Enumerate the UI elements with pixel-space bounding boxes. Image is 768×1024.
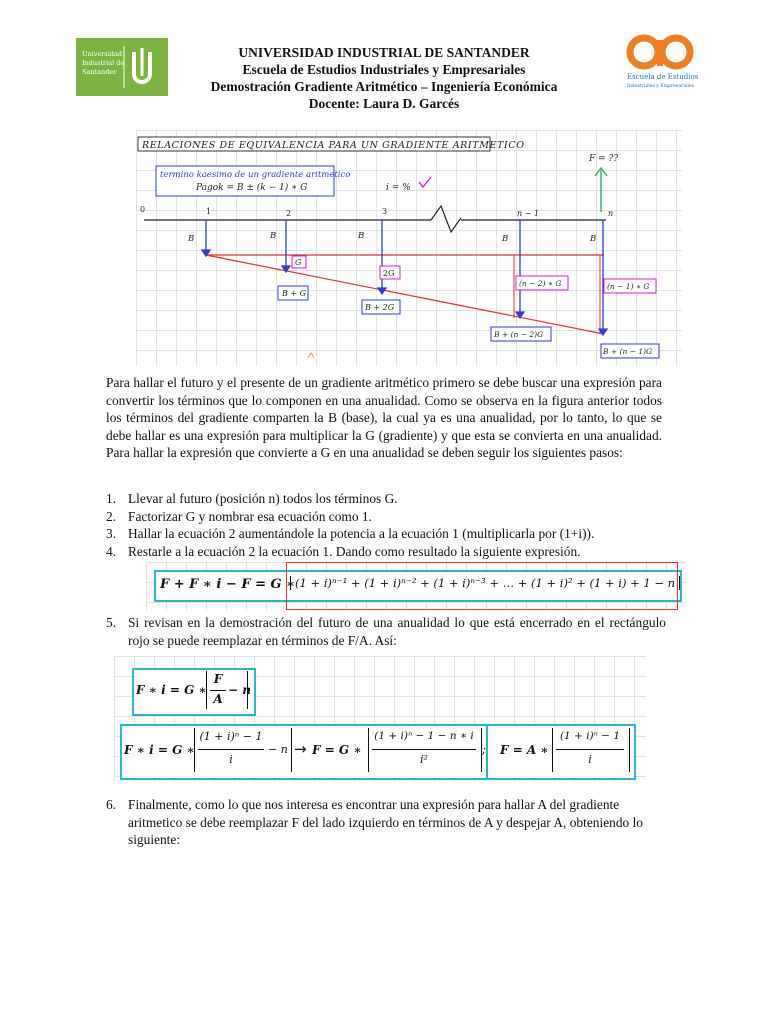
step-text: Hallar la ecuación 2 aumentándole la potencia a la ecuación 1 (multiplicarla por (1+i)). (128, 526, 595, 542)
equation-3-part3-lhs: F = A ∗ (500, 743, 549, 757)
tick-n: n (608, 209, 614, 218)
eie-logo-text: Escuela de Estudios (627, 73, 699, 81)
b-label-2: B (270, 231, 277, 241)
equation-1-lhs: F + F ∗ i − F = G ∗ (160, 577, 296, 592)
label-2g: 2G (383, 269, 395, 278)
timeline-break (431, 206, 461, 232)
label-n-minus-2-g: (n − 2) ∗ G (519, 279, 562, 288)
diagram-rate: i = % (386, 183, 411, 193)
step-6-list (106, 796, 666, 849)
header-teacher: Docente: Laura D. Garcés (308, 96, 460, 111)
b-label-1: B (188, 234, 195, 244)
step-number: 6. (106, 797, 117, 812)
equation-2-den: A (213, 692, 223, 706)
step-number: 4. (106, 543, 117, 559)
step-text: Si revisan en la demostración del futuro de una anualidad lo que está encerrado en el rectángulo rojo se puede reemplazar en términos de F/A. Así: (128, 615, 666, 648)
intro-paragraph: Para hallar el futuro y el presente de un gradiente aritmético primero se debe buscar una expresión para convertir los términos que lo componen en una anualidad. Como se observa en la figura anterior todos los términos del gradiente comparten la B (base), la cual ya es una anualidad, por lo tanto, lo que se debe hallar es una expresión para multiplicar la G (gradiente) y que esta se convierta en una anualidad. Para hallar la expresión que convierte a G en una anualidad se deben seguir los siguientes pasos: (106, 375, 662, 461)
tick-0: 0 (140, 205, 146, 214)
eie-logo-subtext: Industriales y Empresariales (627, 84, 694, 89)
equation-3-separator: ; (482, 742, 487, 756)
list-item (106, 796, 666, 849)
list-item (106, 508, 666, 526)
uis-logo-text-1: Universidad (82, 50, 122, 58)
tick-2: 2 (286, 209, 292, 218)
uis-logo-text-3: Santander (82, 68, 117, 76)
label-g: G (295, 258, 302, 267)
step-text: Llevar al futuro (posición n) todos los términos G. (128, 491, 398, 506)
equation-3-part3-num: (1 + i)ⁿ − 1 (559, 730, 621, 742)
list-item (106, 614, 666, 649)
label-b-plus-n-minus-2-g: B + (n − 2)G (494, 330, 544, 339)
equation-3-part1-lhs: F ∗ i = G ∗ (124, 743, 195, 757)
arrow-right-icon: → (294, 740, 307, 758)
header-school: Escuela de Estudios Industriales y Empresariales (242, 62, 526, 77)
equation-3-part1-tail: − n (268, 743, 288, 756)
document-header (0, 44, 768, 112)
b-label-4: B (502, 234, 509, 244)
equation-1-figure (146, 562, 686, 610)
list-item (106, 543, 666, 561)
equation-2-num: F (213, 672, 223, 686)
label-b-plus-2g: B + 2G (365, 303, 395, 312)
cursor-mark-icon (308, 353, 314, 358)
gradient-diagram (136, 130, 682, 366)
equation-3-part2-den: i² (420, 753, 428, 766)
step-number: 3. (106, 526, 117, 542)
diagram-future-label: F = ?? (589, 154, 619, 164)
equation-3-part2-num: (1 + i)ⁿ − 1 − n ∗ i (374, 730, 474, 742)
tick-1: 1 (206, 207, 212, 216)
equation-3-part1-num: (1 + i)ⁿ − 1 (199, 730, 263, 743)
equation-3-part1-den: i (229, 753, 233, 766)
label-b-plus-n-minus-1-g: B + (n − 1)G (603, 347, 653, 356)
equation-2-tail: − n (228, 683, 251, 697)
header-course: Demostración Gradiente Aritmético – Ingeniería Económica (210, 79, 558, 94)
b-label-5: B (590, 234, 597, 244)
steps-list (106, 490, 666, 560)
step-number: 5. (106, 615, 117, 630)
diagram-term-title: termino kaesimo de un gradiente aritmetico (160, 170, 351, 180)
uis-logo-text-2: Industrial de (82, 59, 125, 67)
equation-1-rhs: (1 + i)ⁿ⁻¹ + (1 + i)ⁿ⁻² + (1 + i)ⁿ⁻³ + … + (1 + i)² + (1 + i) + 1 − n (290, 576, 680, 590)
step-number: 2. (106, 508, 117, 524)
list-item (106, 525, 666, 543)
tick-3: 3 (382, 207, 388, 216)
label-b-plus-g: B + G (282, 289, 307, 298)
equation-3-part3-den: i (588, 753, 592, 766)
step-text: Factorizar G y nombrar esa ecuación como 1. (128, 508, 372, 524)
equation-2-lhs: F ∗ i = G ∗ (136, 683, 207, 697)
equation-2-3-figure (114, 656, 646, 782)
header-university: UNIVERSIDAD INDUSTRIAL DE SANTANDER (238, 45, 530, 60)
diagram-title: RELACIONES DE EQUIVALENCIA PARA UN GRADIENTE ARITMETICO (142, 140, 525, 151)
step-text: Restarle a la ecuación 2 la ecuación 1. Dando como resultado la siguiente expresión. (128, 543, 581, 559)
b-label-3: B (358, 231, 365, 241)
step-text: Finalmente, como lo que nos interesa es encontrar una expresión para hallar A del gradiente aritmetico se debe reemplazar F del lado izquierdo en términos de A y despejar A, obteniendo lo siguiente: (128, 797, 644, 848)
step-number: 1. (106, 491, 117, 506)
diagram-term-formula: Pagok = B ± (k − 1) ∗ G (196, 183, 308, 193)
step-5-list (106, 614, 666, 649)
equation-3-part2-lhs: F = G ∗ (312, 743, 362, 757)
tick-n-minus-1: n − 1 (517, 209, 540, 218)
list-item (106, 490, 666, 508)
label-n-minus-1-g: (n − 1) ∗ G (607, 282, 650, 291)
check-icon (419, 177, 431, 187)
